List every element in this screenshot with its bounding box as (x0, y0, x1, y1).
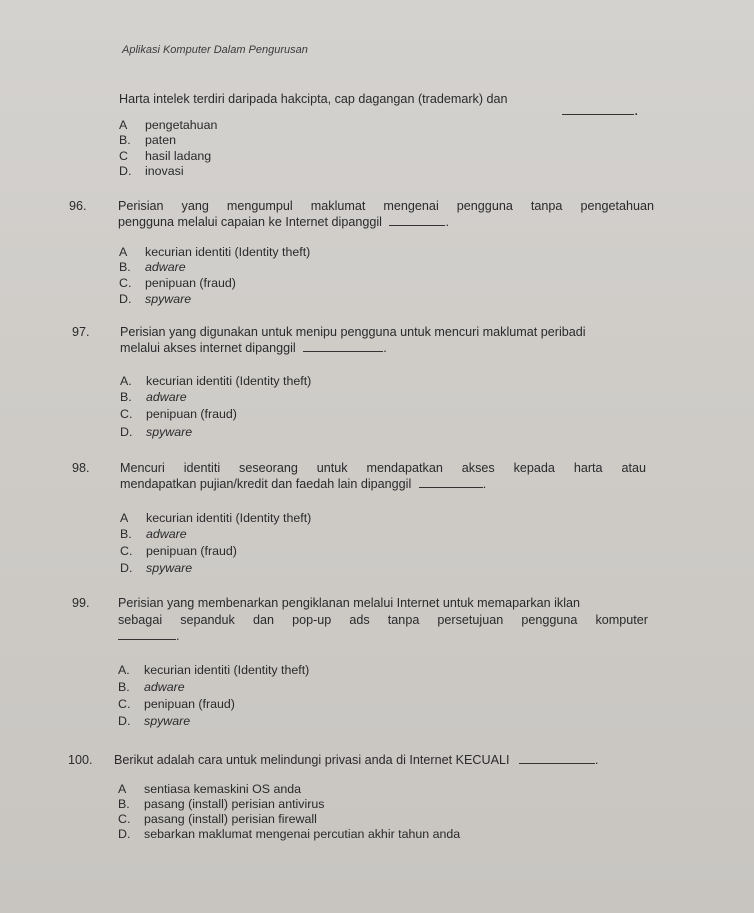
q95-text: Harta intelek terdiri daripada hakcipta, cap dagangan (trademark) dan (119, 92, 508, 106)
q99-line2: sebagai sepanduk dan pop-up ads tanpa persetujuan pengguna komputer (118, 613, 648, 627)
q100-option-c: C. pasang (install) perisian firewall (118, 812, 317, 826)
q100-option-a: A sentiasa kemaskini OS anda (118, 782, 302, 796)
q97-number: 97. (72, 325, 90, 339)
q98-option-c: C. penipuan (fraud) (120, 544, 237, 558)
q100-option-d: D. sebarkan maklumat mengenai percutian akhir tahun anda (118, 827, 461, 841)
q97-option-b: B. adware (120, 390, 187, 404)
q98-option-d: D. spyware (120, 561, 193, 575)
q95-option-a: A pengetahuan (119, 118, 218, 132)
q96-answer-blank (389, 215, 445, 226)
q100-option-b: B. pasang (install) perisian antivirus (118, 797, 325, 811)
q97-option-d: D. spyware (120, 425, 193, 439)
q95-blank: . (562, 102, 638, 120)
q98-line1: Mencuri identiti seseorang untuk mendapatkan akses kepada harta atau (120, 461, 646, 475)
q99-line1: Perisian yang membenarkan pengiklanan melalui Internet untuk memaparkan iklan (118, 596, 581, 610)
q100-line1: Berikut adalah cara untuk melindungi privasi anda di Internet KECUALI . (114, 753, 599, 767)
q98-line2: mendapatkan pujian/kredit dan faedah lain dipanggil . (120, 477, 487, 491)
q97-line1: Perisian yang digunakan untuk menipu pengguna untuk mencuri maklumat peribadi (120, 325, 586, 339)
q99-option-c: C. penipuan (fraud) (118, 697, 235, 711)
q99-option-d: D. spyware (118, 714, 191, 728)
q96-option-c: C. penipuan (fraud) (119, 276, 236, 290)
q96-line2: pengguna melalui capaian ke Internet dipanggil . (118, 215, 449, 229)
q95-option-c: C hasil ladang (119, 149, 212, 163)
q99-option-a: A. kecurian identiti (Identity theft) (118, 663, 310, 677)
q99-option-b: B. adware (118, 680, 185, 694)
q96-option-b: B. adware (119, 260, 186, 274)
q95-option-b: B. paten (119, 133, 177, 147)
q99-number: 99. (72, 596, 90, 610)
q98-answer-blank (419, 477, 483, 488)
q97-answer-blank (303, 341, 383, 352)
q95-stem (119, 91, 508, 107)
q98-option-a: A kecurian identiti (Identity theft) (120, 511, 312, 525)
q96-number: 96. (69, 199, 87, 213)
q95-option-d: D. inovasi (119, 164, 184, 178)
q96-option-d: D. spyware (119, 292, 192, 306)
q99-answer-blank: . (118, 628, 180, 644)
q96-line1: Perisian yang mengumpul maklumat mengenai pengguna tanpa pengetahuan (118, 199, 654, 213)
q96-option-a: A kecurian identiti (Identity theft) (119, 245, 311, 259)
q97-option-c: C. penipuan (fraud) (120, 407, 237, 421)
q100-number: 100. (68, 753, 93, 767)
q98-number: 98. (72, 461, 90, 475)
q100-answer-blank (519, 753, 595, 764)
q97-option-a: A. kecurian identiti (Identity theft) (120, 374, 312, 388)
q98-option-b: B. adware (120, 527, 187, 541)
page-header: Aplikasi Komputer Dalam Pengurusan (122, 44, 308, 56)
q97-line2: melalui akses internet dipanggil . (120, 341, 387, 355)
